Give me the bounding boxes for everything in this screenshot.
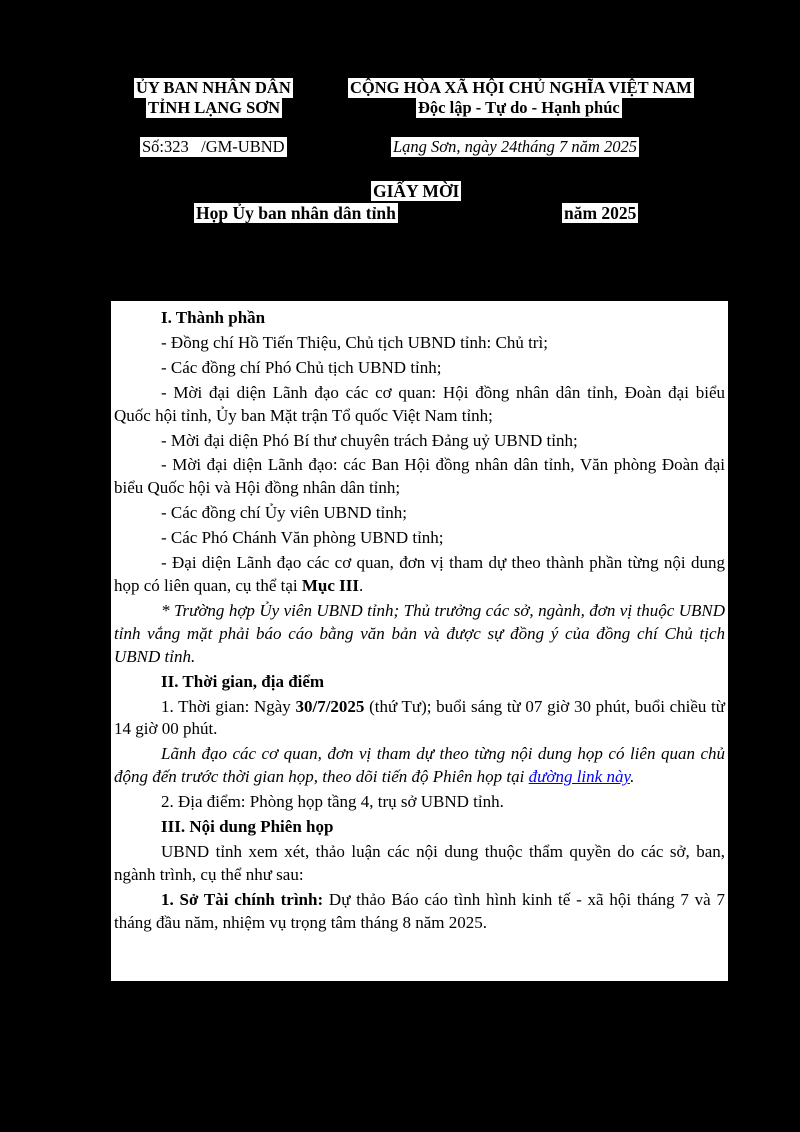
participant-item-last-text: - Đại diện Lãnh đạo các cơ quan, đơn vị tham dự theo thành phần từng nội dung họp có liên quan, cụ thể tại [114,553,725,595]
agency-name-line2: TỈNH LẠNG SƠN [148,98,281,117]
meeting-time-detail: (thứ Tư); buổi sáng từ 07 giờ 30 phút, buổi chiều từ 14 giờ 00 phút. [114,696,725,739]
agenda-item-1 [114,889,725,935]
date-month-year: tháng 7 năm 2025 [517,137,637,156]
participant-item: - Các đồng chí Phó Chủ tịch UBND tỉnh; [161,357,442,377]
document-body [111,301,728,981]
participant-item: - Mời đại diện Phó Bí thư chuyên trách Đảng uỷ UBND tỉnh; [161,430,578,450]
national-title: CỘNG HÒA XÃ HỘI CHỦ NGHĨA VIỆT NAM [350,78,692,97]
agency-name-line1: ỦY BAN NHÂN DÂN [136,78,291,97]
meeting-date: 30/7/2025 [295,696,365,716]
section-3-heading: III. Nội dung Phiên họp [161,817,334,837]
document-subtitle-right: năm 2025 [564,203,637,223]
agenda-item-1-title: 1. Sở Tài chính trình: [161,889,324,909]
meeting-time-label: 1. Thời gian: Ngày [161,696,296,716]
participant-item-last [114,552,725,598]
document-number [140,137,287,157]
participant-item: - Mời đại diện Lãnh đạo: các Ban Hội đồng nhân dân tỉnh, Văn phòng Đoàn đại biểu Quốc hội và Hội đồng nhân dân tỉnh; [114,455,725,498]
attendance-note [114,743,725,789]
meeting-place: 2. Địa điểm: Phòng họp tầng 4, trụ sở UBND tỉnh. [161,792,504,812]
absence-note: * Trường hợp Ủy viên UBND tỉnh; Thủ trưởng các sở, ngành, đơn vị thuộc UBND tỉnh vắng mặt phải báo cáo bằng văn bản và được sự đồng ý của đồng chí Chủ tịch UBND tỉnh. [114,600,725,666]
agenda-intro: UBND tỉnh xem xét, thảo luận các nội dung thuộc thẩm quyền do các sở, ban, ngành trình, cụ thể như sau: [114,841,725,884]
section-1-heading: I. Thành phần [161,308,266,327]
participant-item-last-end: . [359,575,364,595]
document-title: GIẤY MỜI [373,181,460,201]
progress-link[interactable]: đường link này [528,767,631,787]
place-date-prefix: Lạng Sơn, ngày [393,137,501,156]
participant-item: - Các Phó Chánh Văn phòng UBND tỉnh; [161,528,444,548]
participant-item: - Đồng chí Hồ Tiến Thiệu, Chủ tịch UBND tỉnh: Chủ trì; [161,332,548,352]
national-motto: Độc lập - Tự do - Hạnh phúc [418,98,620,117]
meeting-time [114,696,725,742]
date-day: 24 [500,137,518,156]
section-2-heading: II. Thời gian, địa điểm [161,671,325,691]
doc-number-value: 323 [164,137,189,156]
participant-item: - Các đồng chí Ủy viên UBND tỉnh; [161,503,407,523]
document-subtitle-left: Họp Ủy ban nhân dân tỉnh [196,203,396,223]
agenda-item-1-text: Dự thảo Báo cáo tình hình kinh tế - xã hội tháng 7 và 7 tháng đầu năm, nhiệm vụ trọng tâm tháng 8 năm 2025. [114,889,725,932]
doc-number-suffix: /GM-UBND [201,137,285,156]
doc-number-prefix: Số: [142,137,165,156]
attendance-note-end: . [630,767,635,787]
attendance-note-text: Lãnh đạo các cơ quan, đơn vị tham dự theo từng nội dung họp có liên quan chủ động đến trước thời gian họp, theo dõi tiến độ Phiên họp tại [114,744,725,787]
place-date [391,137,639,157]
participant-item: - Mời đại diện Lãnh đạo các cơ quan: Hội đồng nhân dân tỉnh, Đoàn đại biểu Quốc hội tỉnh, Ủy ban Mặt trận Tổ quốc Việt Nam tỉnh; [114,382,725,425]
section-reference: Mục III [301,575,360,595]
